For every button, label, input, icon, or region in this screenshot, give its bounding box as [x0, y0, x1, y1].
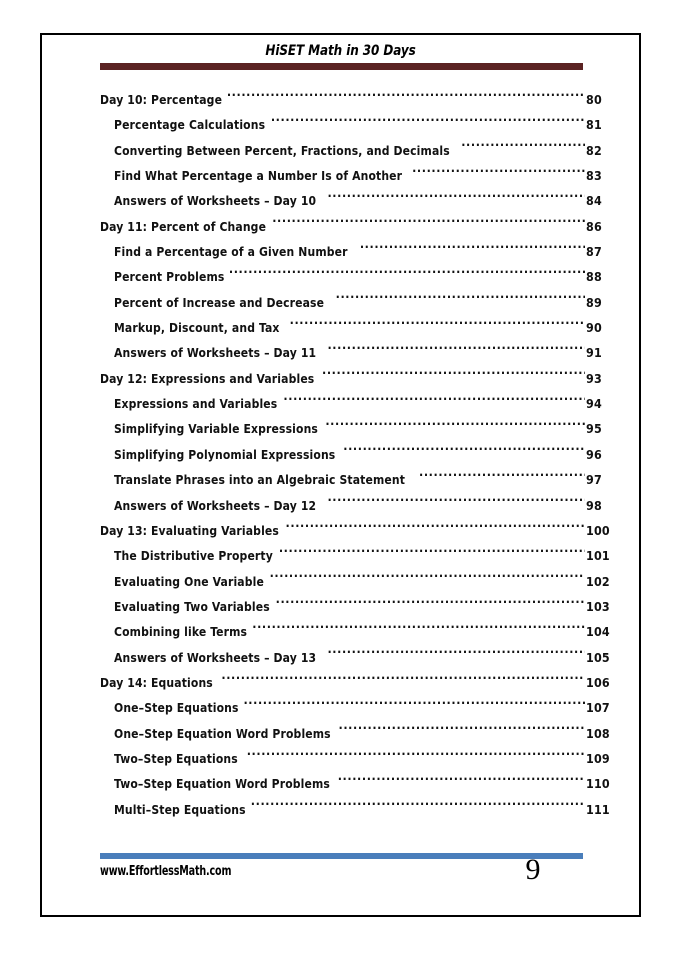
toc-entry-page-number: 107 [586, 700, 610, 716]
toc-dot-leader [286, 522, 585, 534]
toc-dot-leader [338, 725, 585, 737]
toc-sub-entry[interactable] [42, 746, 639, 771]
toc-sub-entry[interactable] [42, 721, 639, 746]
toc-dot-leader [323, 649, 585, 661]
toc-entry-page-number: 96 [586, 446, 602, 462]
toc-dot-leader [251, 801, 585, 813]
toc-dot-leader [252, 624, 585, 636]
toc-entry-page-number: 87 [586, 244, 602, 260]
toc-entry-label: Simplifying Polynomial Expressions [114, 446, 336, 462]
toc-day-entry[interactable] [42, 670, 639, 695]
toc-sub-entry[interactable] [42, 239, 639, 264]
toc-entry-page-number: 83 [586, 168, 602, 184]
toc-sub-entry[interactable] [42, 416, 639, 441]
toc-dot-leader [229, 269, 585, 281]
toc-dot-leader [415, 472, 585, 484]
toc-entry-label: Day 11: Percent of Change [100, 218, 267, 234]
toc-entry-page-number: 95 [586, 421, 602, 437]
toc-sub-entry[interactable] [42, 467, 639, 492]
toc-entry-page-number: 100 [586, 522, 610, 538]
toc-entry-page-number: 90 [586, 320, 602, 336]
footer-website-link[interactable]: www.EffortlessMath.com [100, 864, 232, 879]
toc-sub-entry[interactable] [42, 594, 639, 619]
toc-entry-label: Day 12: Expressions and Variables [100, 370, 315, 386]
table-of-contents [42, 87, 639, 822]
toc-sub-entry[interactable] [42, 391, 639, 416]
toc-dot-leader [323, 345, 585, 357]
toc-entry-page-number: 106 [586, 674, 610, 690]
toc-entry-label: Answers of Worksheets – Day 13 [114, 649, 317, 665]
toc-dot-leader [217, 675, 585, 687]
toc-dot-leader [356, 244, 585, 256]
toc-entry-label: Answers of Worksheets – Day 12 [114, 497, 317, 513]
toc-dot-leader [323, 497, 585, 509]
toc-entry-label: Day 10: Percentage [100, 92, 223, 107]
toc-dot-leader [325, 421, 585, 433]
toc-entry-label: Find a Percentage of a Given Number [114, 244, 348, 260]
toc-entry-label: Percent of Increase and Decrease [114, 294, 325, 310]
toc-entry-page-number: 109 [586, 750, 610, 766]
toc-entry-page-number: 102 [586, 573, 610, 589]
toc-entry-label: Evaluating One Variable [114, 573, 264, 589]
toc-entry-label: Two–Step Equation Word Problems [114, 776, 331, 792]
toc-dot-leader [338, 776, 585, 788]
toc-sub-entry[interactable] [42, 315, 639, 340]
toc-entry-page-number: 81 [586, 117, 602, 133]
toc-sub-entry[interactable] [42, 619, 639, 644]
toc-entry-page-number: 89 [586, 294, 602, 310]
toc-sub-entry[interactable] [42, 569, 639, 594]
toc-entry-label: Combining like Terms [114, 624, 248, 640]
toc-entry-label: Markup, Discount, and Tax [114, 320, 280, 336]
toc-dot-leader [270, 573, 585, 585]
toc-sub-entry[interactable] [42, 188, 639, 213]
toc-entry-label: Answers of Worksheets – Day 10 [114, 193, 317, 209]
toc-sub-entry[interactable] [42, 264, 639, 289]
toc-entry-page-number: 108 [586, 725, 610, 741]
toc-entry-label: Simplifying Variable Expressions [114, 421, 319, 437]
toc-sub-entry[interactable] [42, 797, 639, 822]
toc-entry-page-number: 88 [586, 269, 602, 285]
toc-sub-entry[interactable] [42, 290, 639, 315]
toc-dot-leader [272, 218, 585, 230]
toc-dot-leader [461, 142, 585, 154]
toc-day-entry[interactable] [42, 366, 639, 391]
toc-day-entry[interactable] [42, 87, 639, 112]
page-title: HiSET Math in 30 Days [265, 43, 416, 59]
toc-dot-leader [243, 751, 585, 763]
toc-entry-page-number: 93 [586, 370, 602, 386]
toc-entry-label: Expressions and Variables [114, 396, 278, 412]
toc-sub-entry[interactable] [42, 543, 639, 568]
toc-dot-leader [279, 548, 585, 560]
toc-entry-label: Multi–Step Equations [114, 801, 246, 817]
toc-sub-entry[interactable] [42, 112, 639, 137]
toc-sub-entry[interactable] [42, 138, 639, 163]
toc-dot-leader [332, 294, 585, 306]
toc-entry-label: The Distributive Property [114, 548, 273, 564]
toc-dot-leader [323, 193, 585, 205]
toc-sub-entry[interactable] [42, 442, 639, 467]
toc-dot-leader [322, 370, 585, 382]
toc-entry-label: Evaluating Two Variables [114, 598, 270, 614]
toc-entry-page-number: 86 [586, 218, 602, 234]
book-page [40, 33, 641, 917]
toc-sub-entry[interactable] [42, 771, 639, 796]
toc-entry-page-number: 111 [586, 801, 610, 817]
toc-dot-leader [283, 396, 585, 408]
toc-entry-label: One–Step Equations [114, 700, 239, 716]
toc-dot-leader [412, 168, 585, 180]
toc-entry-label: Translate Phrases into an Algebraic Statement [114, 472, 406, 488]
toc-day-entry[interactable] [42, 214, 639, 239]
toc-sub-entry[interactable] [42, 340, 639, 365]
toc-entry-label: Find What Percentage a Number Is of Another [114, 168, 403, 184]
toc-entry-page-number: 82 [586, 142, 602, 158]
page-header [42, 35, 639, 79]
toc-dot-leader [286, 320, 585, 332]
toc-entry-page-number: 80 [586, 92, 602, 107]
toc-entry-page-number: 98 [586, 497, 602, 513]
toc-entry-page-number: 94 [586, 396, 602, 412]
toc-entry-page-number: 84 [586, 193, 602, 209]
toc-entry-page-number: 103 [586, 598, 610, 614]
toc-entry-label: Converting Between Percent, Fractions, and Decimals [114, 142, 450, 158]
toc-sub-entry[interactable] [42, 163, 639, 188]
toc-dot-leader [276, 598, 585, 610]
toc-entry-page-number: 101 [586, 548, 610, 564]
toc-sub-entry[interactable] [42, 695, 639, 720]
toc-entry-page-number: 97 [586, 472, 602, 488]
toc-day-entry[interactable] [42, 518, 639, 543]
toc-entry-page-number: 110 [586, 776, 610, 792]
toc-entry-label: Percent Problems [114, 269, 225, 285]
header-rule [100, 63, 583, 70]
toc-entry-label: Day 13: Evaluating Variables [100, 522, 279, 538]
toc-dot-leader [243, 700, 585, 712]
toc-entry-label: One–Step Equation Word Problems [114, 725, 331, 741]
toc-sub-entry[interactable] [42, 645, 639, 670]
toc-entry-label: Day 14: Equations [100, 674, 213, 690]
toc-sub-entry[interactable] [42, 493, 639, 518]
toc-dot-leader [271, 117, 585, 129]
page-number: 9 [525, 853, 541, 886]
toc-entry-page-number: 91 [586, 345, 602, 361]
toc-entry-page-number: 104 [586, 624, 610, 640]
toc-dot-leader [227, 92, 585, 104]
toc-dot-leader [343, 446, 585, 458]
toc-entry-label: Percentage Calculations [114, 117, 266, 133]
toc-entry-page-number: 105 [586, 649, 610, 665]
toc-entry-label: Answers of Worksheets – Day 11 [114, 345, 317, 361]
toc-entry-label: Two–Step Equations [114, 750, 238, 766]
